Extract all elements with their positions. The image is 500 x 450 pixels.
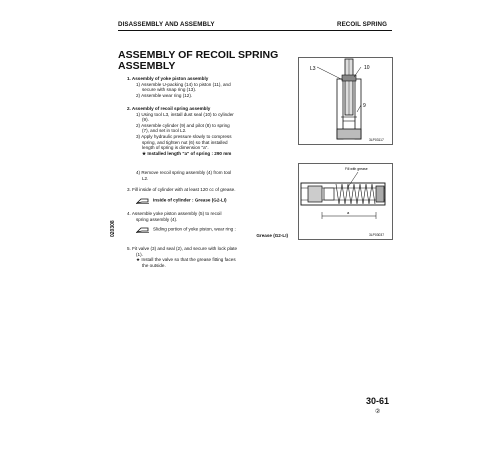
step-1-line-2: secure with snap ring (13). xyxy=(142,87,197,93)
header-section-title: DISASSEMBLY AND ASSEMBLY xyxy=(118,21,215,28)
step-1 xyxy=(127,76,287,98)
figure-label-9: 9 xyxy=(363,103,366,109)
grease-gun-icon xyxy=(136,197,150,204)
step-1-line-1: 1) Assemble U-packing (14) to piston (11), and xyxy=(136,81,231,87)
step-2-sub-4 xyxy=(127,170,287,181)
figure-caption-fill-grease: Fill with grease xyxy=(345,167,368,171)
step-5-line-3: ★ Install the valve so that the grease fitting faces xyxy=(136,257,236,263)
step-2-line-2: (9). xyxy=(142,117,149,123)
step-2-line-7: length of spring is dimension "a". xyxy=(142,145,209,151)
step-2-line-6: spring, and tighten nut (6) so that installed xyxy=(142,139,228,145)
figure-label-10: 10 xyxy=(364,65,370,71)
step-2-line-3: 2) Assemble cylinder (9) and pilot (8) to spring xyxy=(136,122,230,128)
page-title: ASSEMBLY OF RECOIL SPRING ASSEMBLY xyxy=(118,49,279,72)
step-4-grease-row xyxy=(136,226,288,239)
step-3-grease-spec: Inside of cylinder : Grease (G2-LI) xyxy=(153,197,227,203)
step-2-note-installed-length: ★ Installed length "a" of spring : 290 mm xyxy=(142,150,232,156)
step-4 xyxy=(127,211,287,222)
grease-gun-icon xyxy=(136,226,150,233)
step-4-line-2: spring assembly (4). xyxy=(136,216,178,222)
step-4-grease-spec: Sliding portion of yoke piston, wear ring : xyxy=(153,226,236,232)
step-3-line: 3. Fill inside of cylinder with at least 120 cc of grease. xyxy=(127,187,236,192)
figure-code-2: 3LP03037 xyxy=(369,233,385,237)
figure-dust-seal-install xyxy=(298,57,393,145)
header-chapter-title: RECOIL SPRING xyxy=(337,21,388,28)
step-5-line-4: the outside. xyxy=(142,262,166,268)
step-4-grease-type: Grease (G2-LI) xyxy=(256,233,288,238)
header-rule xyxy=(118,30,392,31)
step-2 xyxy=(127,106,287,156)
figure-code-1: 3LP03117 xyxy=(369,138,384,142)
page-number: 30-61 xyxy=(366,396,390,406)
step-2-line-1: 1) Using tool L3, install dust seal (10) to cylinder xyxy=(136,111,234,117)
page-revision-mark: ② xyxy=(375,409,381,415)
step-2-line-9: 4) Remove recoil spring assembly (4) from tool xyxy=(136,170,232,175)
figure-recoil-spring-section xyxy=(298,163,393,240)
step-1-line-3: 2) Assemble wear ring (12). xyxy=(136,92,193,98)
side-document-code: 020308 xyxy=(110,220,116,237)
step-2-line-5: 3) Apply hydraulic pressure slowly to compress xyxy=(136,133,232,139)
step-2-heading: 2. Assembly of recoil spring assembly xyxy=(127,106,211,111)
step-5-line-2: (1). xyxy=(136,251,143,257)
figure-recoil-spring-drawing xyxy=(298,163,393,240)
step-3-grease-row xyxy=(136,197,286,204)
step-4-line-1: 4. Assemble yoke piston assembly (5) to recoil xyxy=(127,211,222,216)
step-5-line-1: 5. Fit valve (3) and seal (2), and secure with lock plate xyxy=(127,246,238,251)
figure-dimension-a: a xyxy=(347,210,350,215)
step-2-line-10: L2. xyxy=(142,175,149,181)
step-3 xyxy=(127,187,302,193)
figure-dust-seal-drawing xyxy=(298,57,393,145)
step-5 xyxy=(127,246,302,268)
step-1-heading: 1. Assembly of yoke piston assembly xyxy=(127,76,209,81)
figure-label-tool-l3: L3 xyxy=(310,66,316,72)
step-2-line-4: (7), and set in tool L2. xyxy=(142,128,187,134)
